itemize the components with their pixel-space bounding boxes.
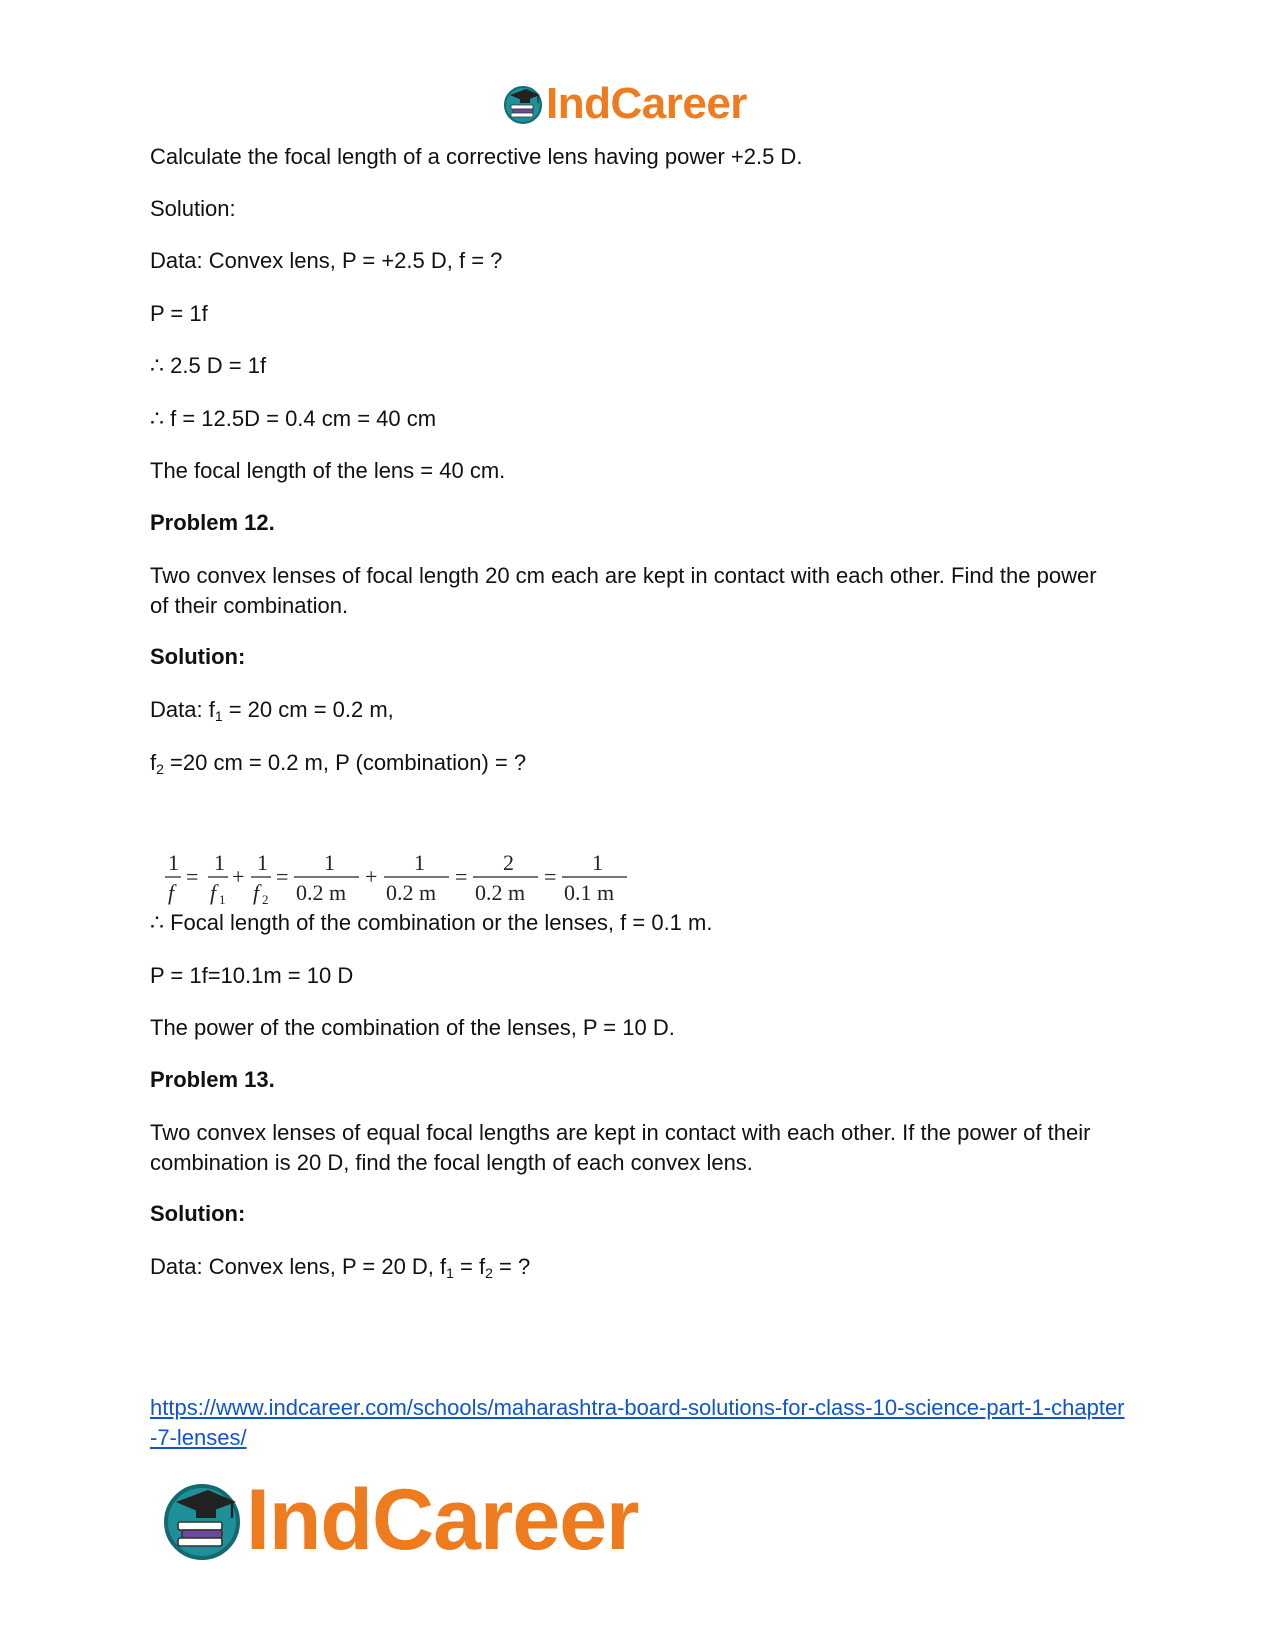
result-line: The power of the combination of the lenses, P = 10 D. <box>150 1015 675 1040</box>
logo-wordmark: IndCareer <box>246 1471 639 1568</box>
data-text: Data: Convex lens, P = 20 D, f <box>150 1254 447 1279</box>
formula-denominator: f <box>168 880 175 905</box>
formula-denominator: 0.2 m <box>386 880 437 905</box>
subscript: 2 <box>485 1265 493 1281</box>
formula-numerator: 1 <box>168 850 179 875</box>
graduation-book-icon <box>502 83 544 125</box>
problem-heading: Problem 13. <box>150 1067 275 1092</box>
formula-numerator: 1 <box>214 850 225 875</box>
data-text: Data: f <box>150 697 215 722</box>
subscript: 2 <box>156 761 164 777</box>
formula-plus: + <box>232 864 245 889</box>
formula-equals: = <box>544 864 557 889</box>
solution-label: Solution: <box>150 644 246 669</box>
subscript: 1 <box>446 1265 454 1281</box>
formula-equals: = <box>186 864 199 889</box>
equation-line: P = 1f=10.1m = 10 D <box>150 963 354 988</box>
formula-denominator: 0.2 m <box>296 880 347 905</box>
formula-denominator: 0.1 m <box>564 880 615 905</box>
solution-label: Solution: <box>150 1201 246 1226</box>
data-line <box>150 1252 530 1282</box>
formula-subscript: 1 <box>219 892 226 907</box>
data-text: f <box>150 750 157 775</box>
header-logo <box>502 76 747 132</box>
data-text: =20 cm = 0.2 m, P (combination) = ? <box>163 750 527 775</box>
formula-equals: = <box>455 864 468 889</box>
data-line <box>150 748 526 778</box>
problem-text: Two convex lenses of focal length 20 cm each are kept in contact with each other. Find the power of their combination. <box>150 563 1097 618</box>
problem-text: Two convex lenses of equal focal lengths are kept in contact with each other. If the power of their combination is 20 D, find the focal length of each convex lens. <box>150 1120 1091 1175</box>
lens-combination-formula <box>162 850 662 910</box>
equation-line: ∴ f = 12.5D = 0.4 cm = 40 cm <box>150 406 437 431</box>
solution-label: Solution: <box>150 196 236 221</box>
data-text: = 20 cm = 0.2 m, <box>222 697 394 722</box>
equation-line: ∴ 2.5 D = 1f <box>150 353 267 378</box>
data-text: = ? <box>492 1254 531 1279</box>
logo-wordmark: IndCareer <box>546 79 747 128</box>
formula-numerator: 1 <box>592 850 603 875</box>
formula-denominator: f <box>210 880 217 905</box>
question-text: Calculate the focal length of a corrective lens having power +2.5 D. <box>150 144 803 169</box>
formula-numerator: 2 <box>503 850 514 875</box>
formula-denominator: f <box>253 880 260 905</box>
data-line <box>150 695 394 725</box>
data-line: Data: Convex lens, P = +2.5 D, f = ? <box>150 248 503 273</box>
formula-numerator: 1 <box>414 850 425 875</box>
subscript: 1 <box>214 708 223 724</box>
formula-subscript: 2 <box>262 892 269 907</box>
source-link[interactable]: https://www.indcareer.com/schools/maharashtra-board-solutions-for-class-10-science-part-1-chapter-7-lenses/ <box>150 1395 1125 1450</box>
formula-plus: + <box>365 864 378 889</box>
data-text: = f <box>453 1254 486 1279</box>
equation-line: P = 1f <box>150 301 208 326</box>
formula-equals: = <box>276 864 289 889</box>
formula-numerator: 1 <box>257 850 268 875</box>
footer-logo <box>160 1468 639 1572</box>
graduation-book-icon <box>160 1478 244 1562</box>
result-line: The focal length of the lens = 40 cm. <box>150 458 506 483</box>
formula-denominator: 0.2 m <box>475 880 526 905</box>
problem-heading: Problem 12. <box>150 510 275 535</box>
formula-numerator: 1 <box>324 850 335 875</box>
equation-line: ∴ Focal length of the combination or the lenses, f = 0.1 m. <box>150 910 713 935</box>
